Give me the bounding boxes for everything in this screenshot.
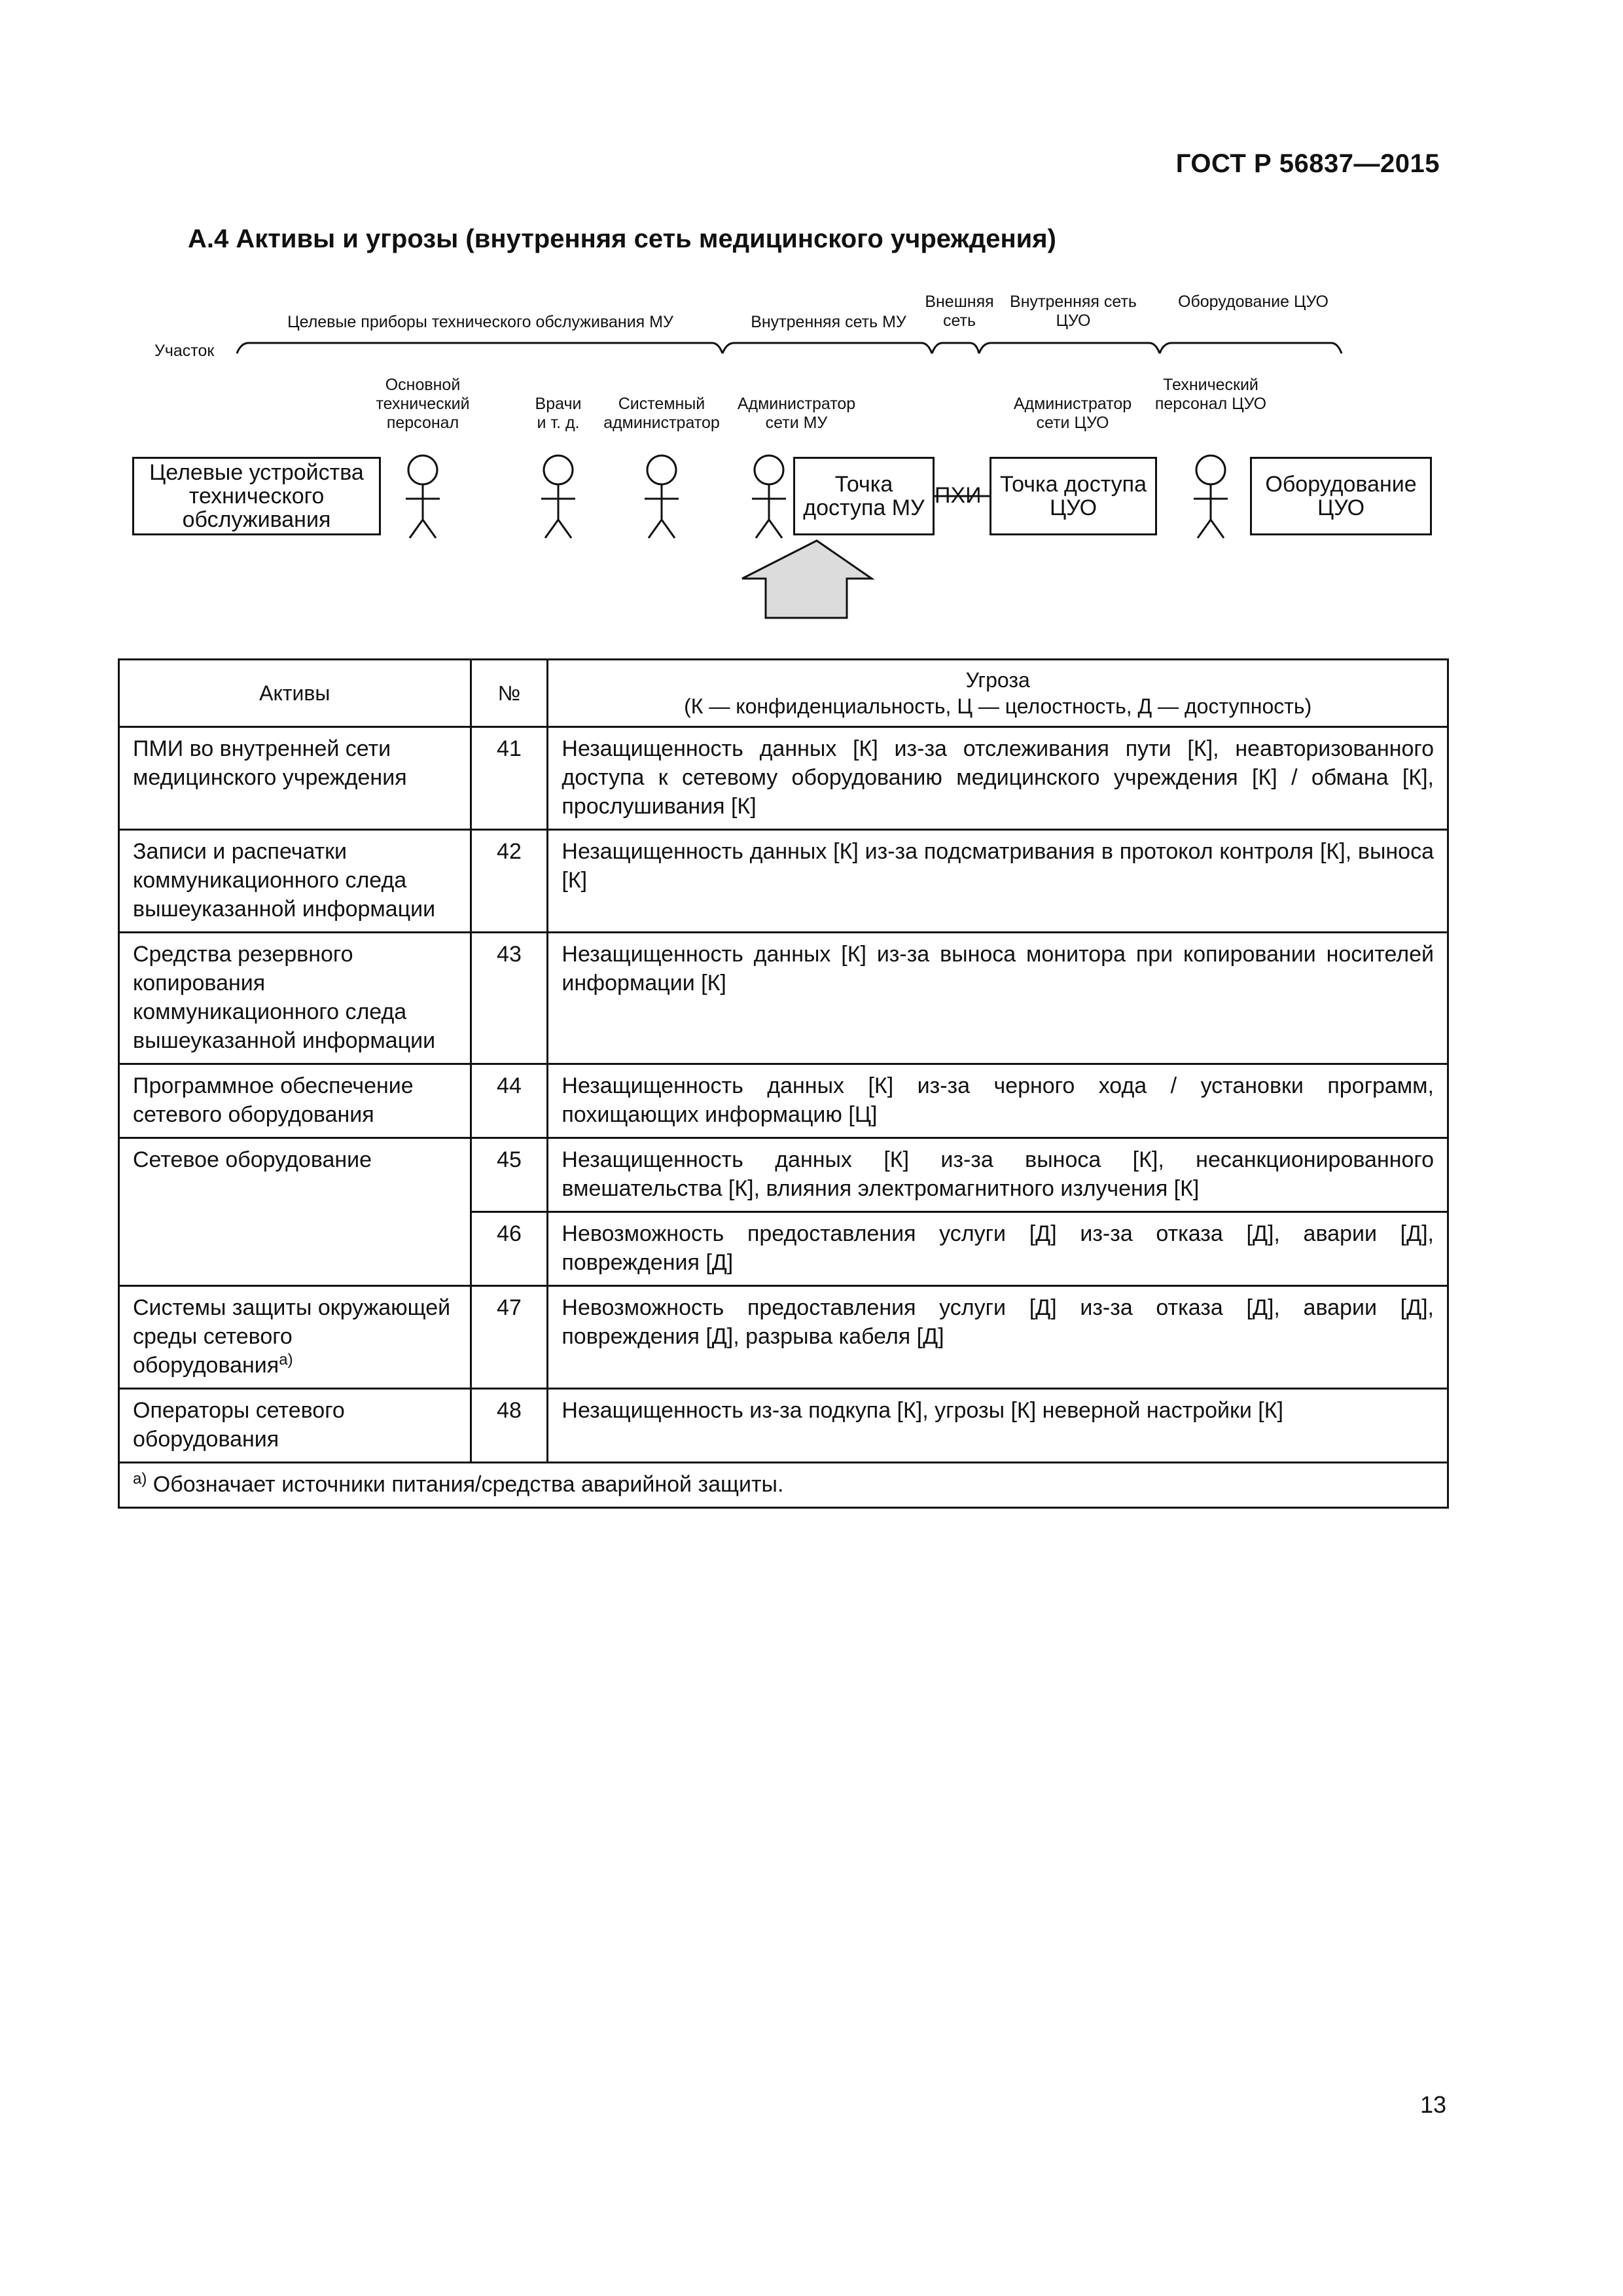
threat-cell: Невозможность предоставления услуги [Д] из-за отказа [Д], аварии [Д], повреждения [Д] (548, 1212, 1448, 1286)
role-label-cuo-staff: Технический персонал ЦУО (1154, 376, 1267, 413)
role-label-sysadmin: Системный администратор (603, 395, 720, 432)
threat-cell: Невозможность предоставления услуги [Д] из-за отказа [Д], аварии [Д], повреждения [Д], разрыва кабеля [Д] (548, 1286, 1448, 1389)
brace-internal-mu (722, 343, 932, 353)
table-row (119, 727, 1448, 830)
page-number: 13 (1419, 2091, 1446, 2118)
header-num: № (471, 660, 548, 727)
footnote-ref: а) (279, 1351, 293, 1369)
footnote-cell (119, 1463, 1448, 1508)
brace-equipment-cuo (1160, 343, 1342, 353)
asset-cell: Средства резервного копирования коммуникационного следа вышеуказанной информации (119, 933, 471, 1064)
segment-label-internal-mu: Внутренняя сеть МУ (751, 313, 906, 331)
threat-cell: Незащищенность данных [К] из-за выноса монитора при копировании носителей информации [К] (548, 933, 1448, 1064)
table-row (119, 1286, 1448, 1389)
brace-maintenance (237, 343, 722, 353)
role-label-mu-netadmin: Администратор сети МУ (737, 395, 856, 432)
section-title: А.4 Активы и угрозы (внутренняя сеть медицинского учреждения) (188, 224, 1056, 253)
num-cell: 43 (471, 933, 548, 1064)
footnote-text: Обозначает источники питания/средства аварийной защиты. (152, 1472, 784, 1497)
person-icon-maintenance-staff (406, 456, 440, 538)
num-cell: 44 (471, 1064, 548, 1138)
table-row (119, 1138, 1448, 1212)
table-row (119, 933, 1448, 1064)
brace-internal-cuo (979, 343, 1160, 353)
header-threat-title: Угроза (965, 668, 1030, 692)
role-label-doctors: Врачи и т. д. (535, 395, 582, 432)
person-icon-sysadmin (645, 456, 679, 538)
person-icon-mu-netadmin (752, 456, 786, 538)
role-label-cuo-netadmin: Администратор сети ЦУО (1013, 395, 1132, 432)
footnote-row (119, 1463, 1448, 1508)
asset-cell: Программное обеспечение сетевого оборудования (119, 1064, 471, 1138)
table-row (119, 830, 1448, 933)
footnote-mark: а) (133, 1470, 147, 1488)
threat-cell: Незащищенность данных [К] из-за выноса [К], несанкционированного вмешательства [К], влияния электромагнитного излучения [К] (548, 1138, 1448, 1212)
segment-label-maintenance: Целевые приборы технического обслуживания МУ (287, 313, 673, 331)
header-assets: Активы (119, 660, 471, 727)
num-cell: 48 (471, 1389, 548, 1463)
threat-cell: Незащищенность данных [К] из-за подсматривания в протокол контроля [К], выноса [К] (548, 830, 1448, 933)
document-id: ГОСТ Р 56837—2015 (1175, 149, 1440, 178)
pxi-label: ПХИ (935, 483, 982, 508)
person-icon-doctors (541, 456, 575, 538)
box-cuo-equipment: Оборудование ЦУО (1250, 457, 1432, 535)
num-cell: 46 (471, 1212, 548, 1286)
table-row (119, 1389, 1448, 1463)
brace-external (932, 343, 979, 353)
header-threat-legend: (К — конфиденциальность, Ц — целостность, Д — доступность) (684, 694, 1312, 718)
assets-threats-table (118, 658, 1449, 1509)
asset-cell: Сетевое оборудование (119, 1138, 471, 1286)
threat-cell: Незащищенность из-за подкупа [К], угрозы [К] неверной настройки [К] (548, 1389, 1448, 1463)
area-label: Участок (154, 342, 215, 360)
threat-cell: Незащищенность данных [К] из-за черного хода / установки программ, похищающих информацию [Ц] (548, 1064, 1448, 1138)
box-maintenance-devices: Целевые устройства технического обслуживания (132, 457, 381, 535)
num-cell: 47 (471, 1286, 548, 1389)
num-cell: 41 (471, 727, 548, 830)
num-cell: 42 (471, 830, 548, 933)
table-header-row (119, 660, 1448, 727)
box-cuo-access-point: Точка доступа ЦУО (990, 457, 1157, 535)
asset-cell: Записи и распечатки коммуникационного следа вышеуказанной информации (119, 830, 471, 933)
person-icon-cuo-staff (1194, 456, 1228, 538)
segment-label-internal-cuo: Внутренняя сеть ЦУО (1010, 293, 1137, 330)
asset-cell (119, 1286, 471, 1389)
table-row (119, 1064, 1448, 1138)
arrow-up-icon (742, 541, 872, 618)
asset-cell: Операторы сетевого оборудования (119, 1389, 471, 1463)
num-cell: 45 (471, 1138, 548, 1212)
asset-cell: ПМИ во внутренней сети медицинского учреждения (119, 727, 471, 830)
segment-label-external: Внешняя сеть (925, 293, 994, 330)
segment-label-equipment-cuo: Оборудование ЦУО (1178, 293, 1329, 311)
threat-cell: Незащищенность данных [К] из-за отслеживания пути [К], неавторизованного доступа к сетевому оборудованию медицинского учреждения [К] / обмана [К], прослушивания [К] (548, 727, 1448, 830)
asset-text: Системы защиты окружающей среды сетевого оборудования (133, 1295, 451, 1378)
role-label-maintenance-staff: Основной технический персонал (376, 376, 470, 432)
network-diagram (0, 0, 1623, 655)
box-mu-access-point: Точка доступа МУ (793, 457, 935, 535)
header-threat (548, 660, 1448, 727)
